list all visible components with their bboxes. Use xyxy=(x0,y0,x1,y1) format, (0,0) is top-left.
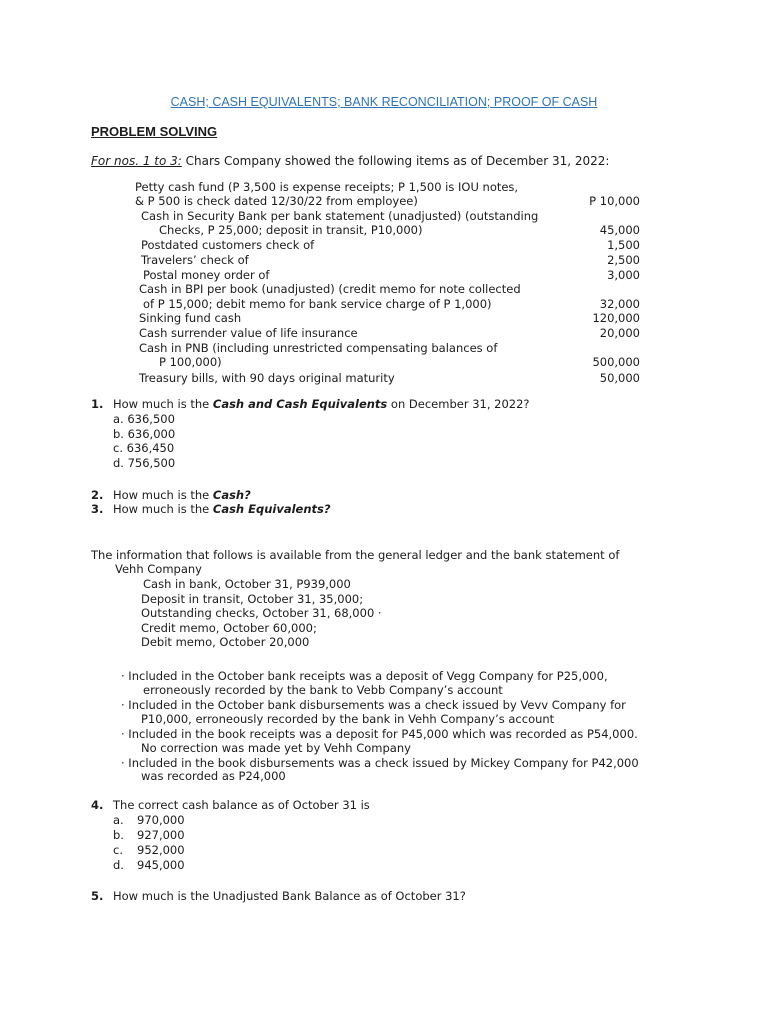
list-item: Cash surrender value of life insurance 20,000 xyxy=(139,326,640,340)
list-item: Sinking fund cash 120,000 xyxy=(139,311,640,325)
list-item: Postdated customers check of 1,500 xyxy=(141,238,640,252)
bullet-item: · Included in the book receipts was a deposit for P45,000 which was recorded as P54,000. xyxy=(121,727,638,741)
question-5: 5. How much is the Unadjusted Bank Balance as of October 31? xyxy=(91,889,466,903)
answer-option: c. 952,000 xyxy=(113,843,185,857)
answer-option: a. 636,500 xyxy=(113,412,175,426)
answer-option: b. 636,000 xyxy=(113,427,176,441)
bullet-item: · Included in the October bank disbursements was a check issued by Vevv Company for xyxy=(121,698,626,712)
list-item: Travelers’ check of 2,500 xyxy=(141,253,640,267)
bullet-item-continued: No correction was made yet by Vehh Company xyxy=(141,741,411,755)
answer-option: a. 970,000 xyxy=(113,813,185,827)
bullet-item: · Included in the October bank receipts was a deposit of Vegg Company for P25,000, xyxy=(121,669,608,683)
info-line-2: Vehh Company xyxy=(115,562,202,576)
answer-option: d. 756,500 xyxy=(113,456,176,470)
list-item: & P 500 is check dated 12/30/22 from employee) P 10,000 xyxy=(135,194,640,208)
list-item: Cash in Security Bank per bank statement (unadjusted) (outstanding xyxy=(141,209,539,223)
answer-option: c. 636,450 xyxy=(113,441,175,455)
intro-lead: For nos. 1 to 3: xyxy=(91,154,182,168)
answer-option: b. 927,000 xyxy=(113,828,185,842)
bullet-item-continued: erroneously recorded by the bank to Vebb Company’s account xyxy=(143,683,503,697)
list-item: P 100,000) 500,000 xyxy=(159,355,640,369)
info-entry: Credit memo, October 60,000; xyxy=(141,621,317,635)
info-entry: Cash in bank, October 31, P939,000 xyxy=(143,577,351,591)
bullet-item: · Included in the book disbursements was a check issued by Mickey Company for P42,000 xyxy=(121,756,639,770)
bullet-item-continued: P10,000, erroneously recorded by the bank in Vehh Company’s account xyxy=(141,712,555,726)
list-item: Checks, P 25,000; deposit in transit, P10,000) 45,000 xyxy=(159,223,640,237)
intro-line xyxy=(91,154,609,168)
info-entry: Outstanding checks, October 31, 68,000 · xyxy=(141,606,382,620)
question-1: 1. How much is the Cash and Cash Equivalents on December 31, 2022? xyxy=(91,397,530,411)
question-3: 3. How much is the Cash Equivalents? xyxy=(91,502,331,516)
list-item: Cash in BPI per book (unadjusted) (credit memo for note collected xyxy=(139,282,521,296)
intro-text: Chars Company showed the following items as of December 31, 2022: xyxy=(181,154,610,168)
list-item: Treasury bills, with 90 days original maturity 50,000 xyxy=(139,371,640,385)
info-entry: Deposit in transit, October 31, 35,000; xyxy=(141,592,364,606)
answer-option: d. 945,000 xyxy=(113,858,185,872)
list-item: Postal money order of 3,000 xyxy=(143,268,640,282)
question-4: 4. The correct cash balance as of October 31 is xyxy=(91,798,370,812)
document-title: CASH; CASH EQUIVALENTS; BANK RECONCILIATION; PROOF OF CASH xyxy=(170,95,598,109)
list-item: Cash in PNB (including unrestricted compensating balances of xyxy=(139,341,498,355)
info-entry: Debit memo, October 20,000 xyxy=(141,635,310,649)
bullet-item-continued: was recorded as P24,000 xyxy=(141,769,286,783)
section-heading: PROBLEM SOLVING xyxy=(91,124,218,139)
question-2: 2. How much is the Cash? xyxy=(91,488,251,502)
list-item: of P 15,000; debit memo for bank service charge of P 1,000) 32,000 xyxy=(143,297,640,311)
list-item: Petty cash fund (P 3,500 is expense receipts; P 1,500 is IOU notes, xyxy=(135,180,519,194)
info-line-1: The information that follows is available from the general ledger and the bank statement of xyxy=(91,548,620,562)
